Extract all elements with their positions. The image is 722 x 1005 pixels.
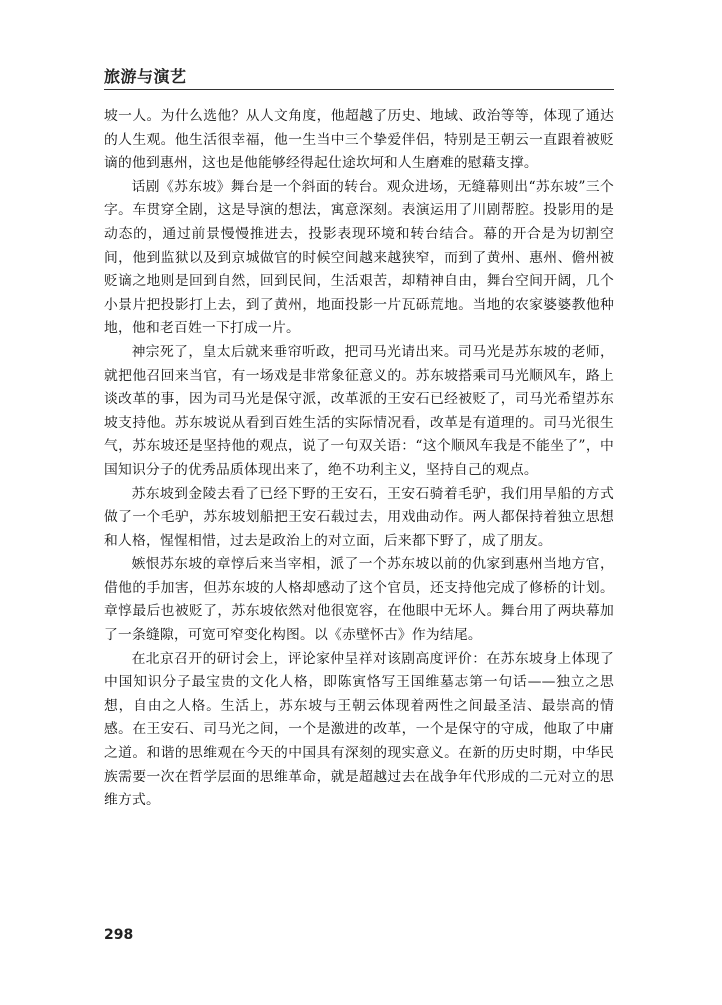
- paragraph: 在北京召开的研讨会上，评论家仲呈祥对该剧高度评价：在苏东坡身上体现了中国知识分子最宝贵的文化人格，即陈寅恪写王国维墓志第一句话——独立之思想，自由之人格。生活上，苏东坡与王朝云体现着两性之间最圣洁、最崇高的情感。在王安石、司马光之间，一个是激进的改革，一个是保守的守成，他取了中庸之道。和谐的思维观在今天的中国具有深刻的现实意义。在新的历史时期，中华民族需要一次在哲学层面的思维革命，就是超越过去在战争年代形成的二元对立的思维方式。: [104, 650, 614, 809]
- header-divider: [104, 89, 614, 90]
- running-header: [104, 64, 614, 92]
- paragraph: 话剧《苏东坡》舞台是一个斜面的转台。观众进场，无缝幕则出“苏东坡”三个字。车贯穿全剧，这是导演的想法，寓意深刻。表演运用了川剧帮腔。投影用的是动态的，通过前景慢慢推进去，投影表现环境和转台结合。幕的开合是为切割空间，他到监狱以及到京城做官的时候空间越来越狭窄，而到了黄州、惠州、儋州被贬谪之地则是回到自然，回到民间，生活艰苦，却精神自由，舞台空间开阔，几个小景片把投影打上去，到了黄州，地面投影一片瓦砾荒地。当地的农家婆婆教他种地，他和老百姓一下打成一片。: [104, 178, 614, 337]
- running-header-title: 旅游与演艺: [104, 67, 187, 86]
- paragraph: 嫉恨苏东坡的章惇后来当宰相，派了一个苏东坡以前的仇家到惠州当地方官，借他的手加害，但苏东坡的人格却感动了这个官员，还支持他完成了修桥的计划。章惇最后也被贬了，苏东坡依然对他很宽容，在他眼中无坏人。舞台用了两块幕加了一条缝隙，可宽可窄变化构图。以《赤壁怀古》作为结尾。: [104, 556, 614, 644]
- paragraph: 神宗死了，皇太后就来垂帘听政，把司马光请出来。司马光是苏东坡的老师，就把他召回来当官，有一场戏是非常象征意义的。苏东坡搭乘司马光顺风车，路上谈改革的事，因为司马光是保守派，改革派的王安石已经被贬了，司马光希望苏东坡支持他。苏东坡说从看到百姓生活的实际情况看，改革是有道理的。司马光很生气，苏东坡还是坚持他的观点，说了一句双关语：“这个顺风车我是不能坐了”，中国知识分子的优秀品质体现出来了，绝不功利主义，坚持自己的观点。: [104, 343, 614, 478]
- paragraph: 坡一人。为什么选他？从人文角度，他超越了历史、地域、政治等等，体现了通达的人生观。他生活很幸福，他一生当中三个挚爱伴侣，特别是王朝云一直跟着被贬谪的他到惠州，这也是他能够经得起仕途坎坷和人生磨难的慰藉支撑。: [104, 108, 614, 172]
- paragraph: 苏东坡到金陵去看了已经下野的王安石，王安石骑着毛驴，我们用旱船的方式做了一个毛驴，苏东坡划船把王安石载过去，用戏曲动作。两人都保持着独立思想和人格，惺惺相惜，过去是政治上的对立面，后来都下野了，成了朋友。: [104, 485, 614, 549]
- body-text: [104, 105, 614, 813]
- page-number: 298: [104, 927, 134, 943]
